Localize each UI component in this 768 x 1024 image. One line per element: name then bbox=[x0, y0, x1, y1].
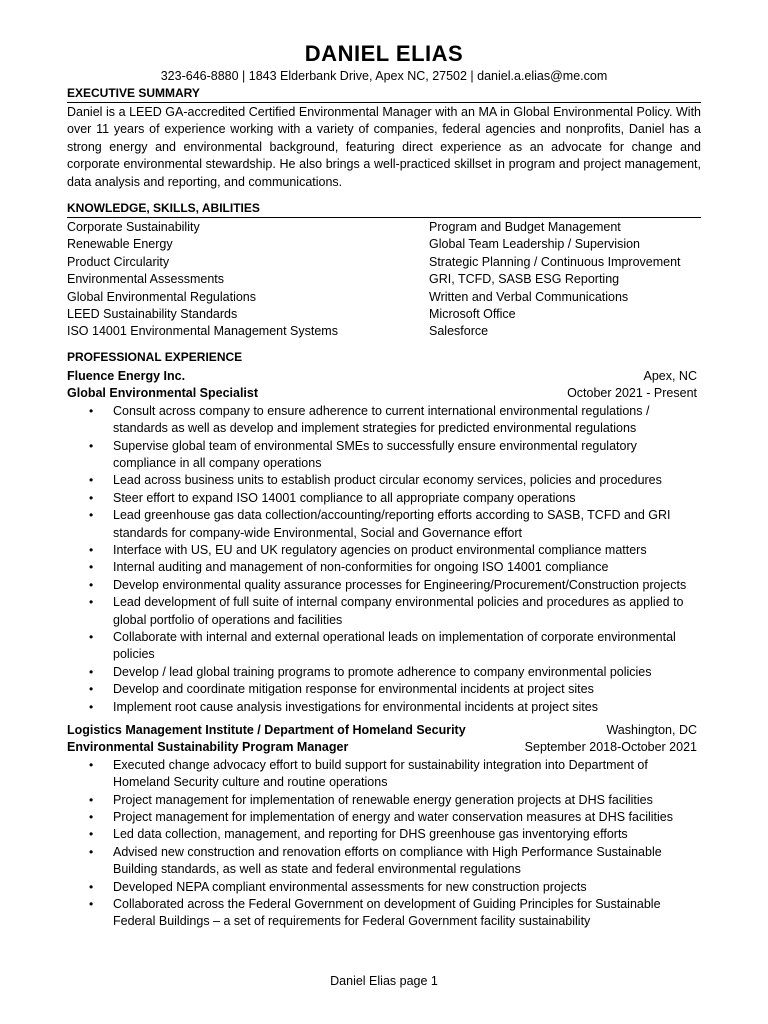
list-item: • Consult across company to ensure adherence to current international environmental regulations / standards as well as develop and implement strategies for predicted environmental regulations bbox=[89, 403, 650, 436]
list-item: • Developed NEPA compliant environmental assessments for new construction projects bbox=[67, 879, 701, 896]
job-role: Global Environmental Specialist bbox=[67, 386, 259, 401]
skill-item: Environmental Assessments bbox=[67, 272, 225, 287]
summary-text: Daniel is a LEED GA-accredited Certified Environmental Manager with an MA in Global Environmental Policy. With over 11 years of experience working with a variety of companies, federal agencies and nonprofits, Daniel has a strong energy and environmental background, featuring direct experience as an advocate for change and corporate environmental stewardship. He also brings a well-practiced skillset in program and project management, data analysis and reporting, and communications. bbox=[67, 105, 701, 189]
bullet-icon: • bbox=[89, 473, 94, 488]
skill-item: Microsoft Office bbox=[429, 307, 516, 322]
list-item: • Supervise global team of environmental SMEs to successfully ensure environmental regulatory compliance in all company operations bbox=[89, 438, 637, 470]
list-item: • Lead across business units to establish product circular economy services, policies and procedures bbox=[67, 472, 701, 489]
list-item: • Project management for implementation of energy and water conservation measures at DHS facilities bbox=[67, 809, 701, 826]
bullet-icon: • bbox=[89, 664, 94, 679]
job-entry bbox=[67, 722, 701, 931]
bullet-icon: • bbox=[89, 699, 94, 714]
list-item: • Collaborate with internal and external operational leads on implementation of corporate environmental policies bbox=[89, 629, 676, 662]
bullet-icon: • bbox=[89, 827, 94, 842]
skills-column-left bbox=[67, 219, 429, 341]
list-item: • Develop environmental quality assurance processes for Engineering/Procurement/Construction projects bbox=[67, 577, 701, 594]
page-footer: Daniel Elias page 1 bbox=[330, 974, 438, 988]
skills-list bbox=[67, 219, 701, 341]
bullet-icon: • bbox=[89, 879, 94, 894]
list-item: • Implement root cause analysis investigations for environmental incidents at project sites bbox=[67, 699, 701, 716]
skill-item: Salesforce bbox=[429, 324, 489, 339]
job-role-row bbox=[67, 739, 701, 756]
list-item: • Develop and coordinate mitigation response for environmental incidents at project sites bbox=[67, 681, 701, 698]
bullet-icon: • bbox=[89, 810, 94, 825]
job-role-row bbox=[67, 385, 701, 402]
skill-item: Renewable Energy bbox=[67, 237, 173, 252]
list-item: • Develop / lead global training programs to promote adherence to company environmental policies bbox=[67, 664, 701, 681]
list-item: • Collaborated across the Federal Government on development of Guiding Principles for Sustainable Federal Buildings – a set of requirements for Federal Government facility sustainability bbox=[89, 897, 661, 929]
skill-item: Written and Verbal Communications bbox=[429, 289, 629, 304]
skill-item: GRI, TCFD, SASB ESG Reporting bbox=[429, 272, 620, 287]
job-location: Washington, DC bbox=[606, 723, 697, 737]
bullet-icon: • bbox=[89, 897, 94, 912]
bullet-icon: • bbox=[89, 595, 94, 610]
job-dates: September 2018-October 2021 bbox=[524, 740, 697, 755]
list-item: • Steer effort to expand ISO 14001 compliance to all appropriate company operations bbox=[67, 490, 701, 507]
job-bullets bbox=[67, 757, 701, 931]
skill-item: Global Environmental Regulations bbox=[67, 289, 256, 304]
section-title-skills: KNOWLEDGE, SKILLS, ABILITIES bbox=[67, 200, 701, 218]
bullet-icon: • bbox=[89, 577, 94, 592]
job-entry bbox=[67, 368, 701, 716]
list-item: • Lead greenhouse gas data collection/accounting/reporting efforts according to SASB, TCFD and GRI standards for company-wide Environmental, Social and Governance effort bbox=[89, 508, 671, 540]
bullet-icon: • bbox=[89, 844, 94, 859]
skill-item: LEED Sustainability Standards bbox=[67, 307, 238, 322]
job-role: Environmental Sustainability Program Manager bbox=[67, 740, 349, 755]
section-title-experience: PROFESSIONAL EXPERIENCE bbox=[67, 349, 243, 364]
bullet-icon: • bbox=[89, 508, 94, 523]
skill-item: Global Team Leadership / Supervision bbox=[429, 237, 641, 252]
skill-item: Corporate Sustainability bbox=[67, 220, 200, 235]
job-organization: Logistics Management Institute / Department of Homeland Security bbox=[67, 723, 466, 737]
bullet-icon: • bbox=[89, 438, 94, 453]
list-item: • Led data collection, management, and reporting for DHS greenhouse gas inventorying efforts bbox=[67, 826, 701, 843]
job-dates: October 2021 - Present bbox=[567, 386, 697, 401]
contact-line: 323-646-8880 | 1843 Elderbank Drive, Apex NC, 27502 | daniel.a.elias@me.com bbox=[160, 69, 608, 83]
section-title-summary: EXECUTIVE SUMMARY bbox=[67, 85, 701, 103]
job-location: Apex, NC bbox=[643, 368, 697, 383]
job-organization: Fluence Energy Inc. bbox=[67, 368, 186, 383]
list-item: • Interface with US, EU and UK regulatory agencies on product environmental compliance matters bbox=[67, 542, 701, 559]
skills-column-right bbox=[429, 219, 701, 341]
bullet-icon: • bbox=[89, 542, 94, 557]
list-item: • Advised new construction and renovation efforts on compliance with High Performance Sustainable Building standards, as well as state and federal environmental regulations bbox=[89, 844, 662, 877]
list-item: • Executed change advocacy effort to build support for sustainability integration into Department of Homeland Security culture and routine operations bbox=[89, 757, 648, 790]
bullet-icon: • bbox=[89, 560, 94, 575]
resume-page bbox=[67, 40, 701, 931]
skill-item: Program and Budget Management bbox=[429, 220, 621, 235]
job-bullets bbox=[67, 403, 701, 716]
job-org-row bbox=[67, 722, 701, 739]
bullet-icon: • bbox=[89, 792, 94, 807]
skill-item: Strategic Planning / Continuous Improvement bbox=[429, 254, 681, 269]
bullet-icon: • bbox=[89, 682, 94, 697]
job-org-row bbox=[67, 368, 701, 385]
bullet-icon: • bbox=[89, 403, 94, 418]
bullet-icon: • bbox=[89, 629, 94, 644]
candidate-name: DANIEL ELIAS bbox=[304, 41, 464, 66]
list-item: • Lead development of full suite of internal company environmental policies and procedures as applied to global portfolio of operations and facilities bbox=[89, 595, 684, 627]
skill-item: ISO 14001 Environmental Management Systems bbox=[67, 324, 338, 339]
bullet-icon: • bbox=[89, 757, 94, 772]
bullet-icon: • bbox=[89, 490, 94, 505]
skill-item: Product Circularity bbox=[67, 254, 170, 269]
list-item: • Internal auditing and management of non-conformities for ongoing ISO 14001 compliance bbox=[67, 559, 701, 576]
list-item: • Project management for implementation of renewable energy generation projects at DHS facilities bbox=[67, 792, 701, 809]
